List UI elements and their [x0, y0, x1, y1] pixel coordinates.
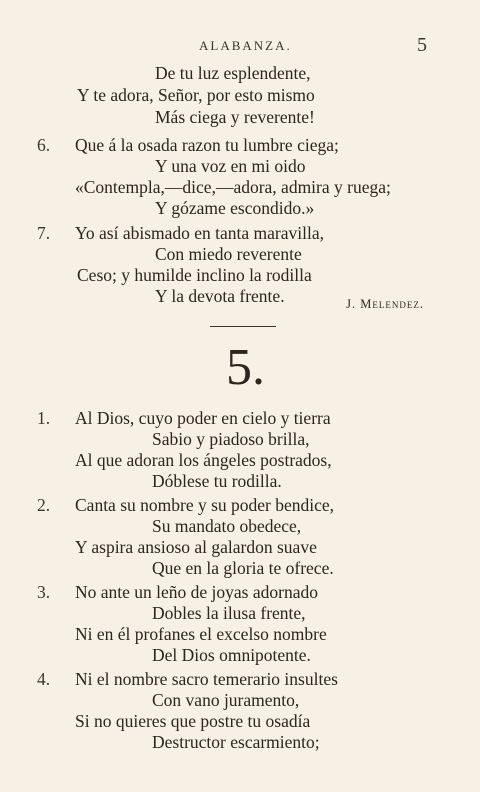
running-title: ALABANZA.: [199, 38, 292, 53]
verse-line: Que á la osada razon tu lumbre ciega;: [75, 135, 339, 155]
verse-line: Canta su nombre y su poder bendice,: [75, 495, 335, 515]
verse-line: Destructor escarmiento;: [152, 732, 320, 752]
verse-line: Del Dios omnipotente.: [152, 645, 311, 665]
stanza-number: 2.: [37, 495, 51, 515]
section-divider: [210, 326, 276, 327]
page-header: [0, 34, 480, 58]
verse-line: Y gózame escondido.»: [155, 198, 315, 218]
verse-line: Yo así abismado en tanta maravilla,: [75, 223, 324, 243]
verse-line: Ni en él profanes el excelso nombre: [75, 624, 327, 644]
verse-line: Si no quieres que postre tu osadía: [75, 711, 311, 731]
verse-line: Con miedo reverente: [155, 244, 302, 264]
verse-line: Su mandato obedece,: [152, 516, 302, 536]
stanza-number: 4.: [37, 669, 51, 689]
verse-line: Que en la gloria te ofrece.: [152, 558, 334, 578]
stanza-number: 3.: [37, 582, 51, 602]
verse-line: Y aspira ansioso al galardon suave: [75, 537, 317, 557]
verse-line: Y te adora, Señor, por esto mismo: [77, 85, 315, 105]
verse-line: Ceso; y humilde inclino la rodilla: [77, 265, 312, 285]
author-attribution: J. Melendez.: [346, 297, 424, 311]
verse-line: Sabio y piadoso brilla,: [152, 429, 310, 449]
verse-line: No ante un leño de joyas adornado: [75, 582, 318, 602]
verse-line: Y una voz en mi oido: [155, 156, 306, 176]
hymn-number: 5.: [226, 339, 265, 396]
verse-line: De tu luz esplendente,: [155, 63, 311, 83]
verse-line: Dóblese tu rodilla.: [152, 471, 282, 491]
verse-line: «Contempla,—dice,—adora, admira y ruega;: [75, 177, 391, 197]
page-number: 5: [417, 34, 427, 56]
verse-line: Ni el nombre sacro temerario insultes: [75, 669, 338, 689]
verse-line: Y la devota frente.: [155, 286, 285, 306]
verse-line: Al que adoran los ángeles postrados,: [75, 450, 332, 470]
verse-line: Con vano juramento,: [152, 690, 300, 710]
verse-line: Más ciega y reverente!: [155, 107, 315, 127]
verse-line: Dobles la ilusa frente,: [152, 603, 306, 623]
stanza-number: 7.: [37, 223, 51, 243]
verse-line: Al Dios, cuyo poder en cielo y tierra: [75, 408, 331, 428]
stanza-number: 1.: [37, 408, 51, 428]
stanza-number: 6.: [37, 135, 51, 155]
